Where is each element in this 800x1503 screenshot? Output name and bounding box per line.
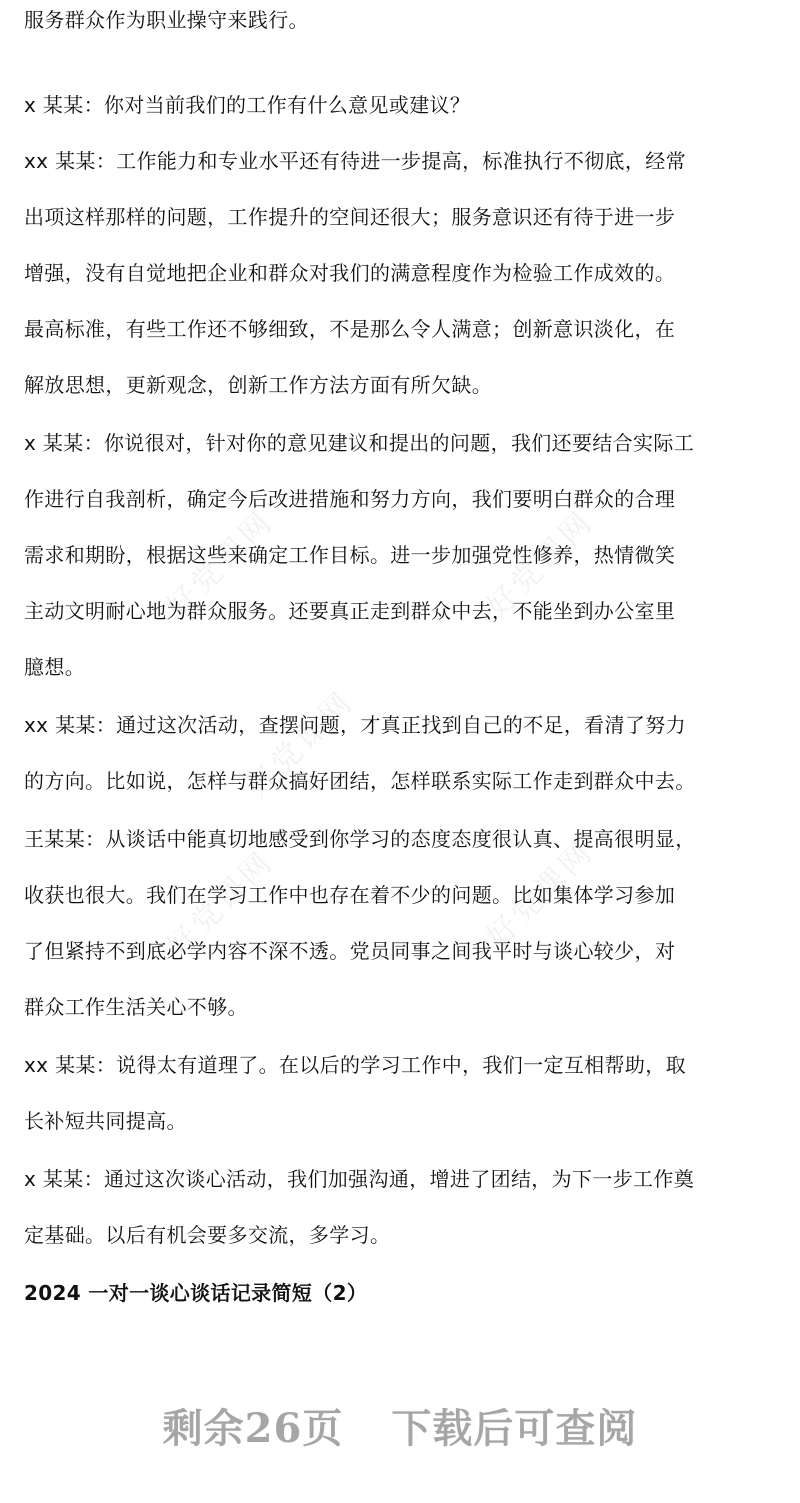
paragraph-line: 最高标准，有些工作还不够细致，不是那么令人满意；创新意识淡化，在 bbox=[24, 317, 676, 341]
watermark: 好党课网 bbox=[240, 684, 361, 805]
paragraph-line: 了但紧持不到底必学内容不深不透。党员同事之间我平时与谈心较少，对 bbox=[24, 939, 676, 963]
paragraph-line: x 某某：你说很对，针对你的意见建议和提出的问题，我们还要结合实际工 bbox=[24, 431, 695, 455]
paragraph-line: 长补短共同提高。 bbox=[24, 1109, 187, 1133]
paragraph-line: 主动文明耐心地为群众服务。还要真正走到群众中去，不能坐到办公室里 bbox=[24, 599, 676, 623]
watermark: 好党课网 bbox=[160, 844, 281, 965]
download-to-read-label[interactable]: 下载后可查阅 bbox=[391, 1404, 638, 1452]
paragraph-line: 出项这样那样的问题，工作提升的空间还很大；服务意识还有待于进一步 bbox=[24, 205, 676, 229]
paragraph-line: 王某某：从谈话中能真切地感受到你学习的态度态度很认真、提高很明显， bbox=[24, 827, 696, 851]
download-banner[interactable] bbox=[0, 1395, 800, 1455]
paragraph-line: 的方向。比如说，怎样与群众搞好团结，怎样联系实际工作走到群众中去。 bbox=[24, 769, 696, 793]
paragraph-line: xx 某某：通过这次活动，查摆问题，才真正找到自己的不足，看清了努力 bbox=[24, 713, 686, 737]
paragraph-line: 解放思想，更新观念，创新工作方法方面有所欠缺。 bbox=[24, 373, 493, 397]
paragraph-line: 服务群众作为职业操守来践行。 bbox=[24, 8, 309, 32]
paragraph-line: 作进行自我剖析，确定今后改进措施和努力方向，我们要明白群众的合理 bbox=[24, 487, 676, 511]
paragraph-line: 需求和期盼，根据这些来确定工作目标。进一步加强党性修养，热情微笑 bbox=[24, 543, 676, 567]
paragraph-line: 增强，没有自觉地把企业和群众对我们的满意程度作为检验工作成效的。 bbox=[24, 261, 676, 285]
watermark: 好党课网 bbox=[480, 834, 601, 955]
paragraph-line: xx 某某：说得太有道理了。在以后的学习工作中，我们一定互相帮助，取 bbox=[24, 1053, 686, 1077]
section-heading: 2024 一对一谈心谈话记录简短（2） bbox=[24, 1281, 368, 1305]
paragraph-line: 收获也很大。我们在学习工作中也存在着不少的问题。比如集体学习参加 bbox=[24, 883, 676, 907]
paragraph-line: x 某某：你对当前我们的工作有什么意见或建议？ bbox=[24, 93, 471, 117]
remaining-pages-label: 剩余26页 bbox=[162, 1404, 344, 1452]
paragraph-line: xx 某某：工作能力和专业水平还有待进一步提高，标准执行不彻底，经常 bbox=[24, 149, 686, 173]
watermark: 好党课网 bbox=[480, 504, 601, 625]
paragraph-line: 群众工作生活关心不够。 bbox=[24, 995, 248, 1019]
paragraph-line: x 某某：通过这次谈心活动，我们加强沟通，增进了团结，为下一步工作奠 bbox=[24, 1167, 695, 1191]
paragraph-line: 臆想。 bbox=[24, 655, 86, 679]
watermark: 好党课网 bbox=[160, 504, 281, 625]
paragraph-line: 定基础。以后有机会要多交流，多学习。 bbox=[24, 1223, 391, 1247]
